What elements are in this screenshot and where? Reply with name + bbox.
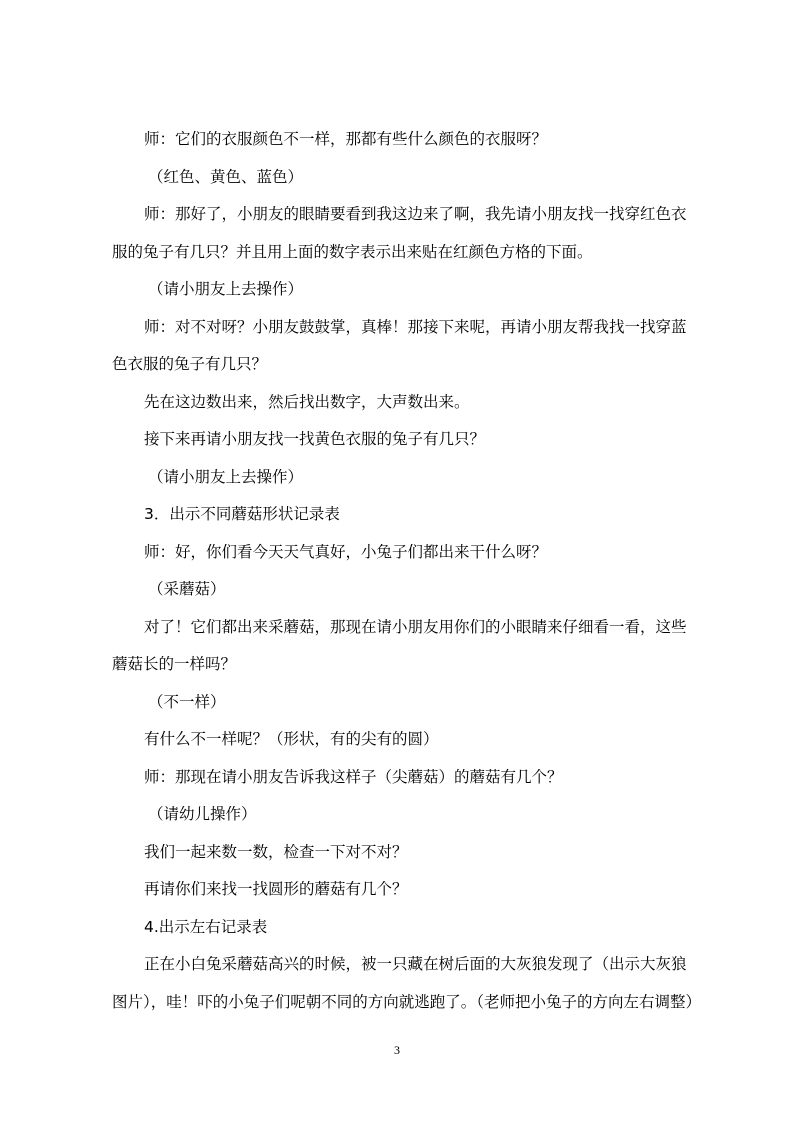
paragraph-line: 先在这边数出来，然后找出数字，大声数出来。 [144,392,470,411]
paragraph-line: （请小朋友上去操作） [148,467,304,486]
paragraph-line: （请幼儿操作） [148,805,257,823]
paragraph-line: 接下来再请小朋友找一找黄色衣服的兔子有几只？ [144,430,486,448]
paragraph-line: 正在小白兔采蘑菇高兴的时候，被一只藏在树后面的大灰狼发现了（出示大灰狼 [144,955,687,973]
paragraph-line: 师：对不对呀？小朋友鼓鼓掌，真棒！那接下来呢，再请小朋友帮我找一找穿蓝 [144,317,687,336]
paragraph-line: 师：它们的衣服颜色不一样，那都有些什么颜色的衣服呀？ [144,130,548,148]
paragraph-line: 师：那好了，小朋友的眼睛要看到我这边来了啊，我先请小朋友找一找穿红色衣 [144,205,687,223]
section-heading: 3．出示不同蘑菇形状记录表 [144,505,340,523]
paragraph-line: 图片），哇！吓的小兔子们呢朝不同的方向就逃跑了。（老师把小兔子的方向左右调整） [112,992,702,1011]
paragraph-line: 师：好，你们看今天天气真好，小兔子们都出来干什么呀？ [144,542,548,561]
page-number: 3 [394,1043,400,1057]
paragraph-line: 再请你们来找一找圆形的蘑菇有几个？ [144,880,408,898]
paragraph-line: 色衣服的兔子有几只？ [112,355,268,373]
paragraph-line: （请小朋友上去操作） [148,280,304,298]
paragraph-line: （不一样） [148,692,226,711]
paragraph-line: 我们一起来数一数，检查一下对不对？ [144,842,408,861]
paragraph-line: 师：那现在请小朋友告诉我这样子（尖蘑菇）的蘑菇有几个？ [144,767,563,786]
paragraph-line: 蘑菇长的一样吗？ [112,655,237,673]
paragraph-line: （红色、黄色、蓝色） [148,167,304,186]
paragraph-line: （采蘑菇） [148,580,226,598]
paragraph-line: 对了！它们都出来采蘑菇，那现在请小朋友用你们的小眼睛来仔细看一看，这些 [144,617,687,636]
document-body [112,121,712,1021]
paragraph-line: 有什么不一样呢？（形状，有的尖有的圆） [144,730,439,748]
paragraph-line: 服的兔子有几只？并且用上面的数字表示出来贴在红颜色方格的下面。 [112,242,593,261]
section-heading: 4.出示左右记录表 [144,917,268,936]
